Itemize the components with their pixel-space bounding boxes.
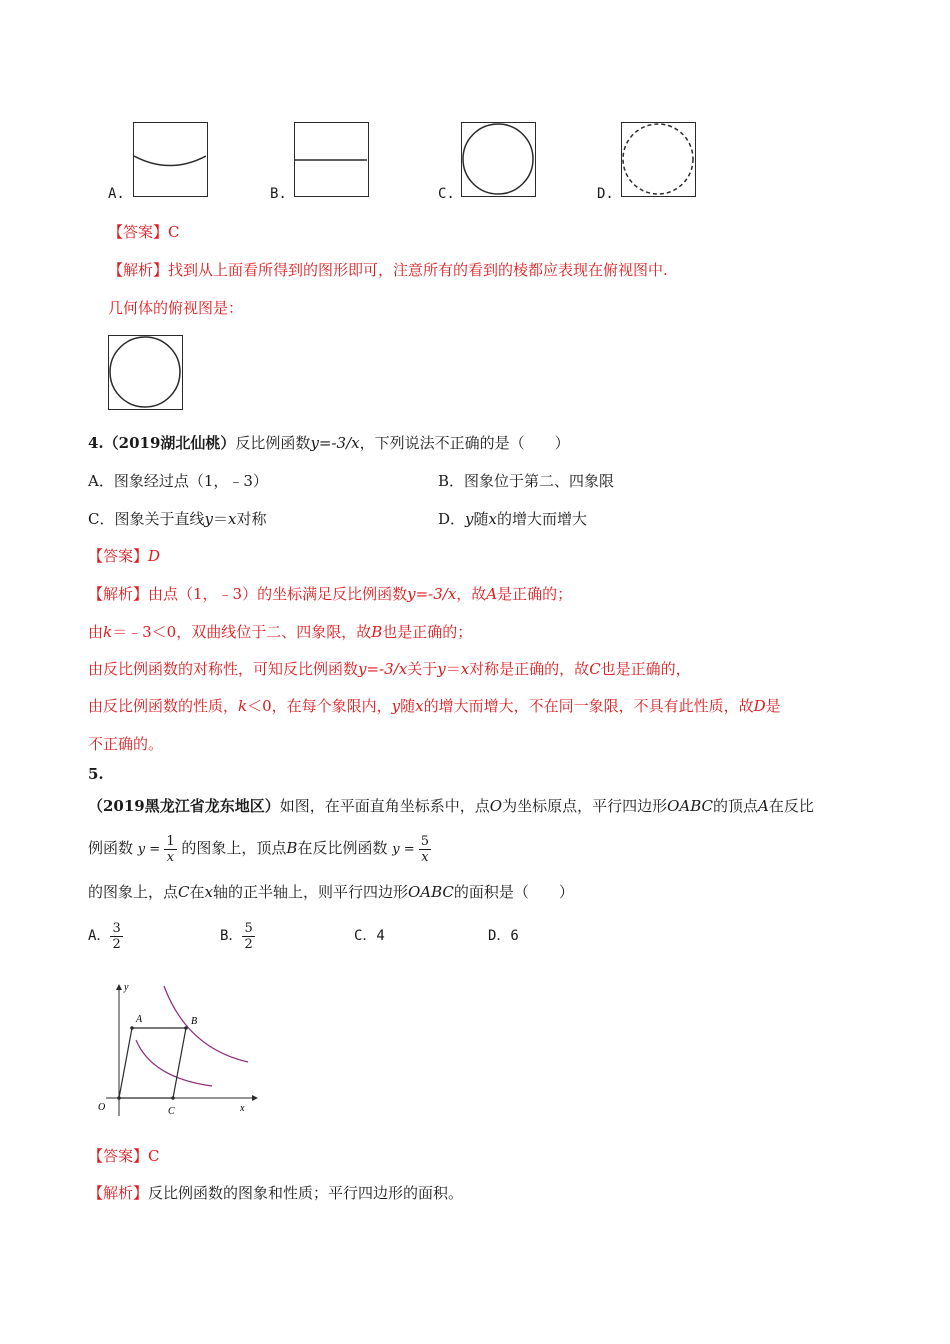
y-axis-arrow-icon [116, 984, 122, 990]
curved-line-shape [134, 123, 206, 195]
q4-option-b: B．图象位于第二、四象限 [438, 472, 615, 490]
q5-stem-line1: （2019黑龙江省龙东地区）如图，在平面直角坐标系中，点O为坐标原点，平行四边形OABC的顶点A在反比 [88, 797, 814, 815]
q5-option-c: C．4 [354, 928, 385, 944]
option-b-label: B. [270, 186, 287, 202]
q4-option-a: A．图象经过点（1，﹣3） [88, 472, 268, 490]
solid-circle-shape [462, 123, 534, 195]
q4-option-c: C．图象关于直线y＝x对称 [88, 510, 267, 528]
curve-5-over-x [164, 986, 248, 1062]
top-view-figure [108, 335, 183, 410]
q4-analysis-line3: 由反比例函数的对称性，可知反比例函数y=-3/x关于y＝x对称是正确的，故C也是正确的， [88, 660, 691, 678]
option-b-figure [294, 122, 369, 197]
y-axis-label: y [124, 982, 129, 993]
q3-analysis-line2: 几何体的俯视图是： [108, 299, 244, 317]
q4-stem: 4.（2019湖北仙桃）反比例函数y=-3/x，下列说法不正确的是（ ） [88, 434, 570, 452]
q4-option-d: D．y随x的增大而增大 [438, 510, 588, 528]
label-b: B [191, 1016, 198, 1027]
option-d-label: D. [597, 186, 614, 202]
label-c: C [168, 1106, 175, 1117]
curve-1-over-x [136, 1040, 212, 1086]
q4-answer: 【答案】D [88, 547, 161, 565]
q5-option-a: A． $\frac{3}{2}$ [88, 920, 121, 952]
label-a: A [136, 1014, 143, 1025]
q5-stem-line3: 的图象上，点C在x轴的正半轴上，则平行四边形OABC的面积是（ ） [88, 883, 574, 901]
point-o [117, 1096, 121, 1100]
q4-analysis-line4: 由反比例函数的性质，k＜0，在每个象限内，y随x的增大而增大，不在同一象限，不具有此性质，故D是 [88, 697, 781, 715]
q5-option-d: D．6 [488, 928, 519, 944]
q3-analysis: 【解析】找到从上面看所得到的图形即可，注意所有的看到的棱都应表现在俯视图中. [108, 261, 668, 279]
point-a [130, 1026, 134, 1030]
option-c-figure [461, 122, 536, 197]
q3-answer: 【答案】C [108, 223, 180, 241]
label-o: O [98, 1102, 106, 1113]
q5-analysis: 【解析】反比例函数的图象和性质；平行四边形的面积。 [88, 1184, 464, 1202]
x-axis-label: x [240, 1103, 245, 1114]
point-b [184, 1026, 188, 1030]
q5-graph [92, 978, 262, 1120]
q4-analysis-line2: 由k＝﹣3＜0，双曲线位于二、四象限，故B也是正确的； [88, 623, 473, 641]
q5-answer: 【答案】C [88, 1147, 160, 1165]
q5-stem-line2: 例函数 y = $\frac{1}{x}$ 的图象上，顶点B在反比例函数 y = $\frac{5}{x}$ [88, 833, 430, 865]
horizontal-line-shape [295, 123, 367, 195]
q5-number: 5. [88, 765, 104, 783]
q4-analysis-line1: 【解析】由点（1，﹣3）的坐标满足反比例函数y=-3/x，故A是正确的； [88, 585, 573, 603]
q5-option-b: B． $\frac{5}{2}$ [220, 920, 253, 952]
option-a-label: A. [108, 186, 125, 202]
top-view-circle-shape [109, 336, 181, 408]
dashed-circle-shape [622, 123, 694, 195]
function-5-over-x: y = $\frac{5}{x}$ [392, 833, 430, 865]
point-c [171, 1096, 175, 1100]
option-c-label: C. [438, 186, 455, 202]
option-a-figure [133, 122, 208, 197]
function-1-over-x: y = $\frac{1}{x}$ [137, 833, 175, 865]
x-axis-arrow-icon [252, 1095, 258, 1101]
option-d-figure [621, 122, 696, 197]
q4-analysis-line5: 不正确的。 [88, 735, 164, 753]
